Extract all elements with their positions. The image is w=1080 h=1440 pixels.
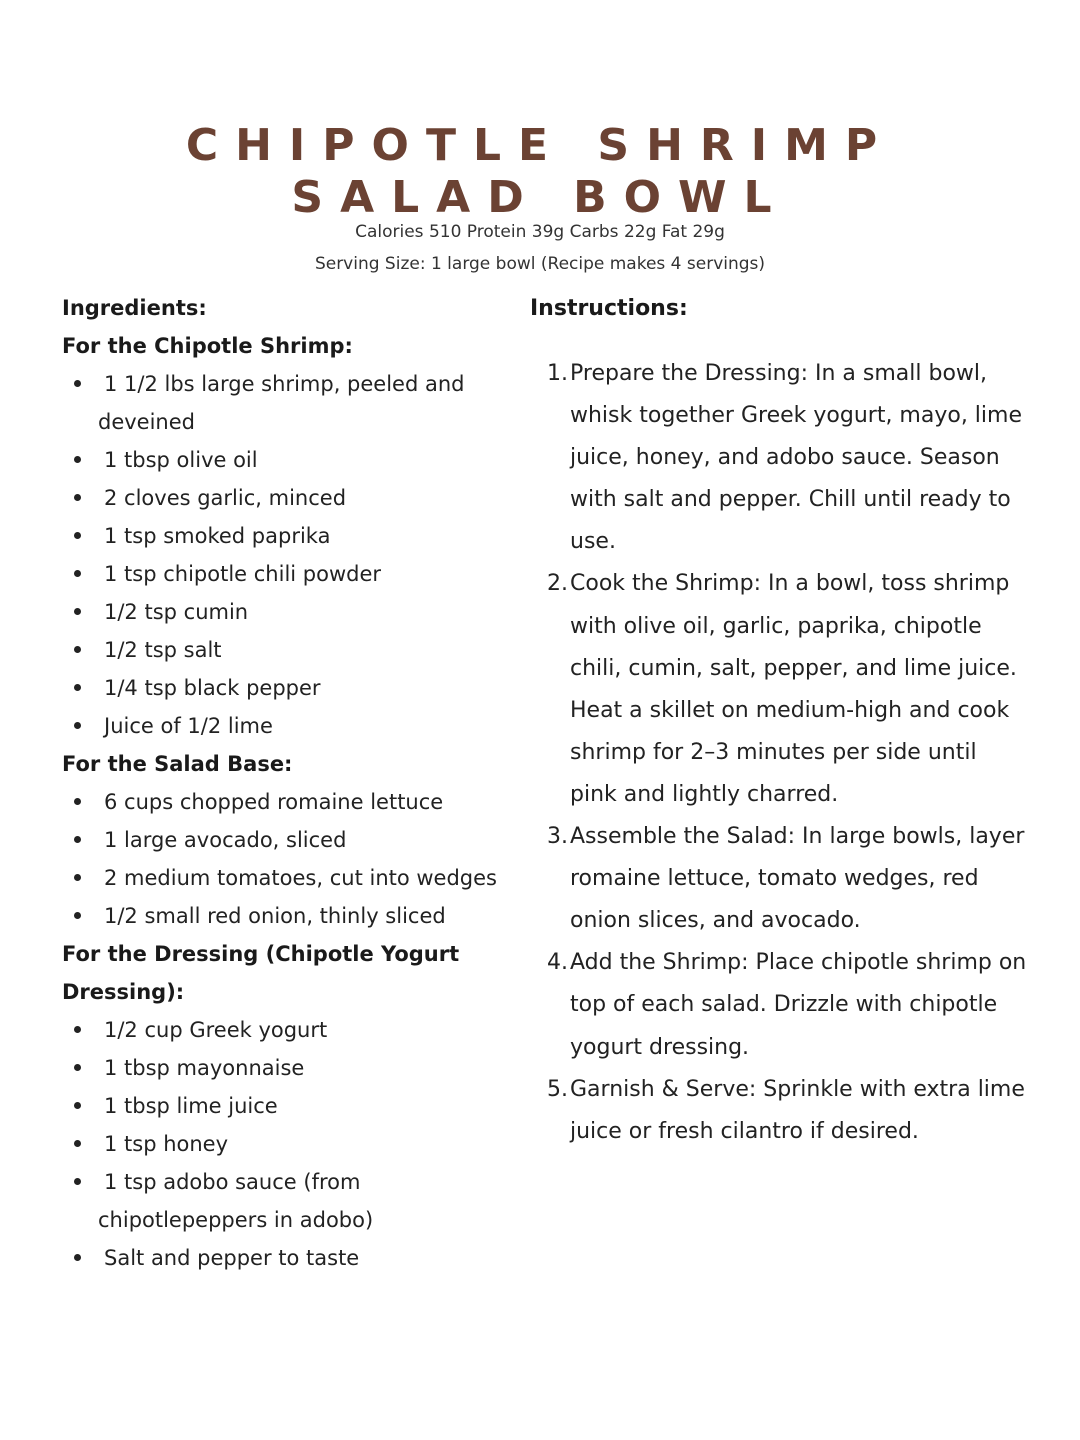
instruction-step	[530, 942, 1030, 1068]
bullet-icon	[74, 1140, 81, 1147]
bullet-icon	[74, 1102, 81, 1109]
recipe-title-line-2: SALAD BOWL	[291, 172, 789, 223]
ingredients-heading: Ingredients:	[62, 296, 207, 320]
list-item: 1 tsp adobo sauce (from chipotlepeppers in adobo)	[62, 1163, 532, 1239]
bullet-icon	[74, 570, 81, 577]
section-heading-salad-base: For the Salad Base:	[62, 752, 293, 776]
bullet-icon	[74, 532, 81, 539]
list-item: 1 tsp smoked paprika	[62, 517, 532, 555]
instruction-steps	[530, 353, 1030, 1153]
bullet-icon	[74, 1026, 81, 1033]
step-number: 1.	[547, 361, 568, 386]
instruction-step	[530, 816, 1030, 942]
instructions-heading: Instructions:	[530, 296, 688, 321]
bullet-icon	[74, 494, 81, 501]
list-item: 1 large avocado, sliced	[62, 821, 532, 859]
step-number: 4.	[547, 950, 568, 976]
bullet-icon	[74, 684, 81, 691]
section-heading-shrimp: For the Chipotle Shrimp:	[62, 334, 353, 358]
bullet-icon	[74, 1254, 81, 1261]
nutrition-info: Calories 510 Protein 39g Carbs 22g Fat 29g	[355, 222, 725, 242]
list-item: 1/2 small red onion, thinly sliced	[62, 897, 532, 935]
list-item: 2 cloves garlic, minced	[62, 479, 532, 517]
list-item: 6 cups chopped romaine lettuce	[62, 783, 532, 821]
recipe-title-line-1: CHIPOTLE SHRIMP	[185, 120, 895, 171]
list-item: 1 tsp honey	[62, 1125, 532, 1163]
list-item: 1 tsp chipotle chili powder	[62, 555, 532, 593]
step-text: Assemble the Salad: In large bowls, layer romaine lettuce, tomato wedges, red onion slices, and avocado.	[570, 824, 1025, 934]
instructions-column	[530, 291, 1030, 1153]
list-item: 2 medium tomatoes, cut into wedges	[62, 859, 532, 897]
instruction-step	[530, 563, 1030, 816]
serving-size: Serving Size: 1 large bowl (Recipe makes 4 servings)	[314, 254, 766, 274]
step-text: Add the Shrimp: Place chipotle shrimp on top of each salad. Drizzle with chipotle yogurt dressing.	[570, 950, 1027, 1060]
step-number: 3.	[547, 824, 568, 850]
list-item: 1 1/2 lbs large shrimp, peeled and deveined	[62, 365, 532, 441]
step-number: 2.	[547, 571, 568, 597]
list-item: Juice of 1/2 lime	[62, 707, 532, 745]
step-text: Garnish & Serve: Sprinkle with extra lime juice or fresh cilantro if desired.	[570, 1076, 1025, 1144]
list-item: 1/2 tsp salt	[62, 631, 532, 669]
list-item: 1/2 tsp cumin	[62, 593, 532, 631]
list-item: 1 tbsp olive oil	[62, 441, 532, 479]
list-item: 1 tbsp lime juice	[62, 1087, 532, 1125]
bullet-icon	[74, 912, 81, 919]
bullet-icon	[74, 380, 81, 387]
dressing-ingredient-list	[62, 1011, 532, 1277]
list-item: Salt and pepper to taste	[62, 1239, 532, 1277]
bullet-icon	[74, 874, 81, 881]
step-number: 5.	[547, 1076, 568, 1102]
list-item: 1/2 cup Greek yogurt	[62, 1011, 532, 1049]
shrimp-ingredient-list	[62, 365, 532, 745]
list-item: 1/4 tsp black pepper	[62, 669, 532, 707]
section-heading-dressing: For the Dressing (Chipotle Yogurt Dressing):	[62, 942, 460, 1004]
bullet-icon	[74, 836, 81, 843]
bullet-icon	[74, 1178, 81, 1185]
ingredients-column	[62, 289, 532, 1277]
instruction-step	[530, 1069, 1030, 1153]
bullet-icon	[74, 646, 81, 653]
bullet-icon	[74, 1064, 81, 1071]
step-text: Cook the Shrimp: In a bowl, toss shrimp with olive oil, garlic, paprika, chipotle chili, cumin, salt, pepper, and lime juice. Heat a skillet on medium-high and cook shrimp for 2–3 minutes per side until pink and lightly charred.	[570, 571, 1017, 807]
list-item: 1 tbsp mayonnaise	[62, 1049, 532, 1087]
bullet-icon	[74, 722, 81, 729]
bullet-icon	[74, 798, 81, 805]
step-text: Prepare the Dressing: In a small bowl, whisk together Greek yogurt, mayo, lime juice, honey, and adobo sauce. Season with salt and pepper. Chill until ready to use.	[570, 361, 1022, 555]
bullet-icon	[74, 608, 81, 615]
bullet-icon	[74, 456, 81, 463]
salad-base-ingredient-list	[62, 783, 532, 935]
instruction-step	[530, 353, 1030, 563]
